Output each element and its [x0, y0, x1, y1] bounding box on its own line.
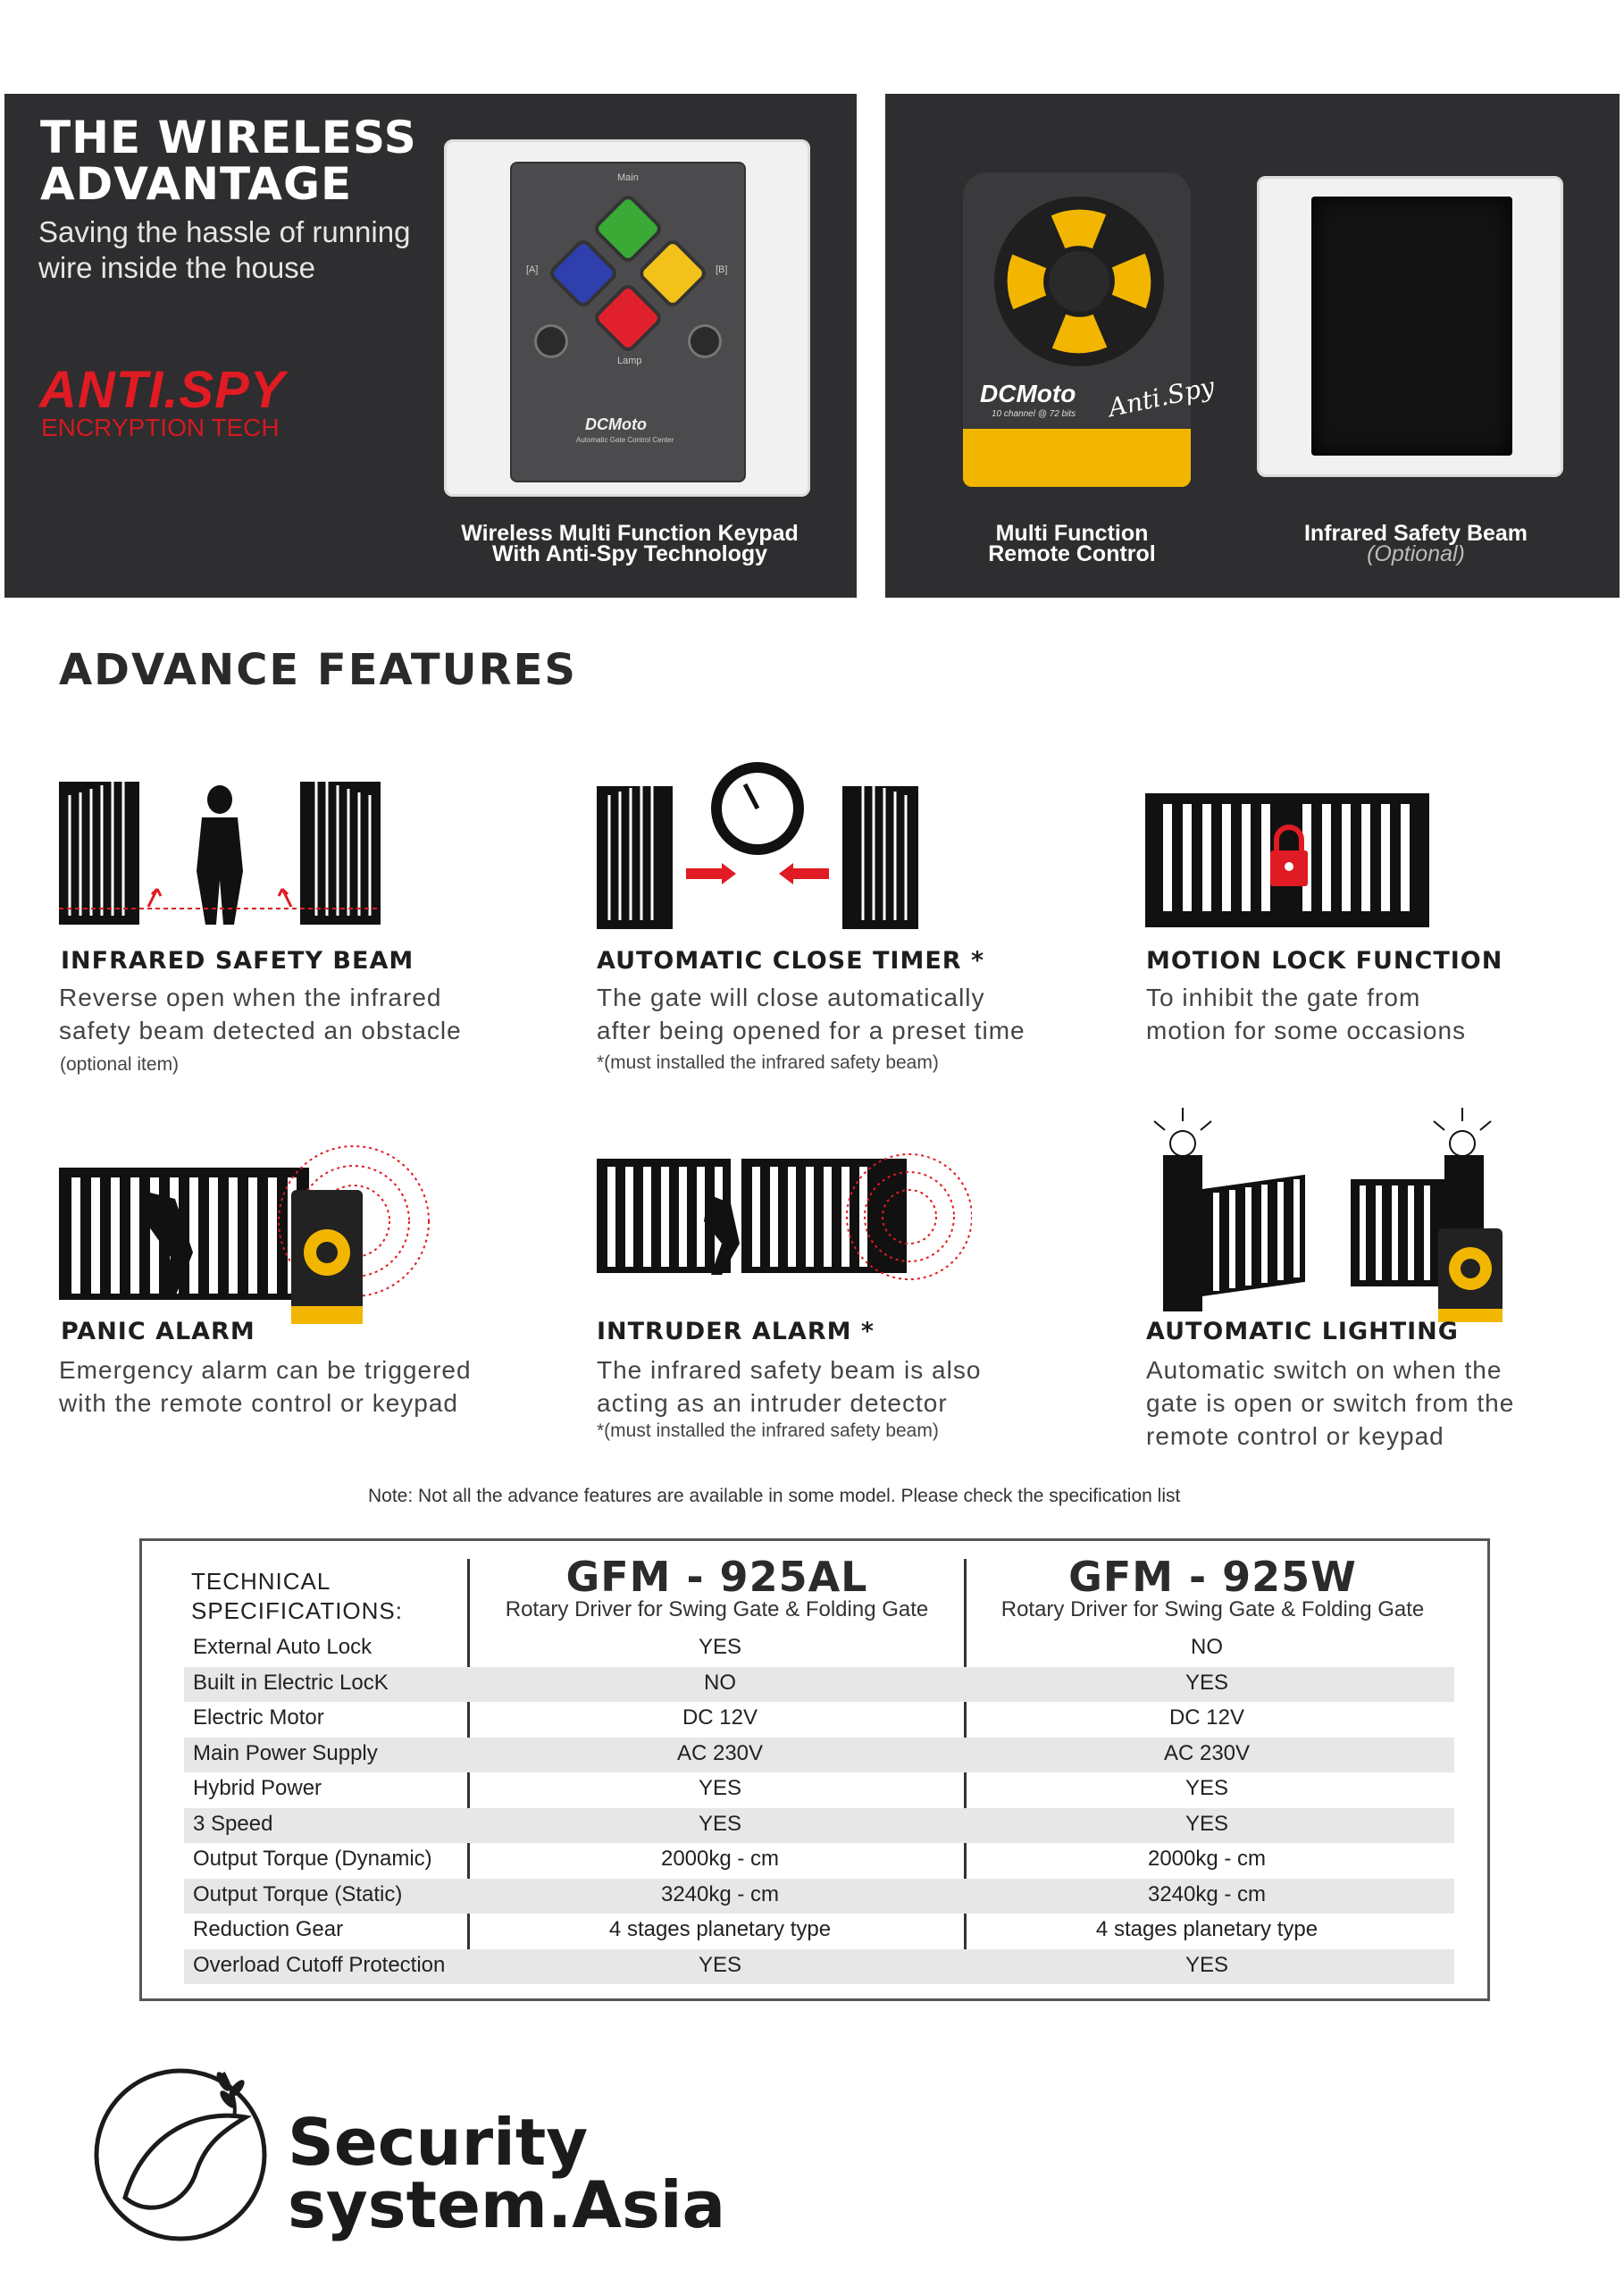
- spec-label: Hybrid Power: [193, 1776, 322, 1800]
- spec-value-925al: AC 230V: [676, 1740, 764, 1765]
- spec-label: Overload Cutoff Protection: [193, 1952, 446, 1977]
- feature-title-automatic-lighting: AUTOMATIC LIGHTING: [1146, 1318, 1459, 1345]
- feature-desc-motion-lock: [1146, 981, 1466, 1047]
- beam-caption-line1: Infrared Safety Beam: [1303, 521, 1528, 546]
- remote-brand-sub: 10 channel @ 72 bits: [992, 409, 1076, 419]
- spec-label: Output Torque (Static): [193, 1881, 403, 1906]
- feature-note-infrared-beam: (optional item): [60, 1054, 180, 1075]
- feature-title-intruder-alarm: INTRUDER ALARM *: [597, 1318, 875, 1345]
- spec-value-925w: 2000kg - cm: [1147, 1847, 1267, 1871]
- beam-caption-optional: (Optional): [1367, 541, 1465, 566]
- beam-caption: [1268, 521, 1563, 566]
- feature-desc-line: Emergency alarm can be triggered: [59, 1356, 472, 1384]
- model-sub-925al: Rotary Driver for Swing Gate & Folding Gate: [505, 1597, 929, 1621]
- feature-desc-line: with the remote control or keypad: [59, 1389, 458, 1417]
- dove-logo-icon: [89, 2055, 277, 2242]
- table-row: [184, 1949, 1454, 1984]
- feature-desc-line: acting as an intruder detector: [597, 1389, 948, 1417]
- remote-caption: [929, 521, 1215, 566]
- feature-desc-automatic-lighting: [1146, 1353, 1514, 1453]
- feature-desc-line: To inhibit the gate from: [1146, 984, 1421, 1011]
- feature-note-intruder-alarm: *(must installed the infrared safety beam): [597, 1420, 939, 1441]
- logo-line2: system.Asia: [288, 2167, 726, 2242]
- spec-label: External Auto Lock: [193, 1635, 373, 1659]
- model-name-925al: GFM - 925AL: [565, 1553, 868, 1601]
- feature-desc-line: remote control or keypad: [1146, 1422, 1444, 1450]
- feature-desc-panic-alarm: [59, 1353, 472, 1420]
- keypad-caption: [438, 521, 822, 566]
- intruder-alarm-icon: [597, 1127, 972, 1297]
- table-row: [184, 1631, 1454, 1666]
- spec-heading-line1: TECHNICAL: [191, 1568, 331, 1595]
- hero-title-line1: THE WIRELESS: [40, 112, 417, 163]
- table-row: [184, 1772, 1454, 1807]
- spec-label: Built in Electric LocK: [193, 1670, 389, 1695]
- table-row: [184, 1667, 1454, 1702]
- remote-brand: DCMoto: [980, 380, 1076, 407]
- keypad-a-label: [A]: [526, 264, 539, 275]
- antispy-logo: ANTI.SPY: [39, 361, 286, 419]
- infrared-safety-beam-icon: [59, 755, 381, 929]
- feature-desc-line: The infrared safety beam is also: [597, 1356, 982, 1384]
- red-key-icon: [597, 287, 660, 350]
- auto-close-timer-icon: [597, 759, 918, 934]
- keypad-brand-sub: Automatic Gate Control Center: [576, 436, 674, 444]
- feature-desc-line: motion for some occasions: [1146, 1017, 1467, 1044]
- spec-value-925al: YES: [698, 1635, 742, 1659]
- spec-label: Main Power Supply: [193, 1740, 378, 1765]
- spec-value-925w: NO: [1191, 1635, 1223, 1659]
- remote-antispy-script: Anti.Spy: [1105, 371, 1218, 423]
- spec-label: 3 Speed: [193, 1811, 273, 1836]
- feature-desc-auto-close-timer: [597, 981, 1025, 1047]
- left-knob-icon: [537, 327, 565, 356]
- feature-title-auto-close-timer: AUTOMATIC CLOSE TIMER *: [597, 947, 985, 975]
- table-row: [184, 1914, 1454, 1948]
- motion-lock-icon: [1145, 793, 1431, 927]
- infrared-beam-image: [1311, 197, 1512, 456]
- feature-title-infrared-beam: INFRARED SAFETY BEAM: [61, 947, 414, 975]
- spec-value-925al: YES: [698, 1952, 742, 1977]
- keypad-brand: DCMoto: [585, 415, 647, 433]
- features-title: ADVANCE FEATURES: [59, 645, 577, 695]
- yellow-key-icon: [641, 242, 705, 306]
- feature-desc-intruder-alarm: [597, 1353, 981, 1420]
- spec-value-925al: YES: [698, 1811, 742, 1836]
- feature-title-panic-alarm: PANIC ALARM: [61, 1318, 255, 1345]
- spec-value-925w: 3240kg - cm: [1147, 1881, 1267, 1906]
- antispy-tagline: ENCRYPTION TECH: [41, 414, 280, 441]
- feature-desc-line: safety beam detected an obstacle: [59, 1017, 462, 1044]
- table-row: [184, 1738, 1454, 1772]
- spec-label: Output Torque (Dynamic): [193, 1847, 432, 1871]
- spec-heading: [191, 1567, 403, 1626]
- keypad-lamp-label: Lamp: [617, 356, 642, 366]
- right-knob-icon: [691, 327, 719, 356]
- blue-key-icon: [552, 242, 615, 306]
- feature-desc-line: The gate will close automatically: [597, 984, 985, 1011]
- spec-value-925w: AC 230V: [1163, 1740, 1251, 1765]
- keypad-main-label: Main: [617, 172, 639, 183]
- keypad-caption-line2: With Anti-Spy Technology: [491, 541, 768, 566]
- model-name-925w: GFM - 925W: [1068, 1553, 1357, 1601]
- feature-desc-line: Reverse open when the infrared: [59, 984, 442, 1011]
- remote-buttons-icon: [990, 192, 1168, 371]
- panic-alarm-icon: [59, 1127, 434, 1333]
- spec-value-925w: 4 stages planetary type: [1095, 1917, 1318, 1941]
- remote-caption-line1: Multi Function: [995, 521, 1149, 546]
- keypad-caption-line1: Wireless Multi Function Keypad: [461, 521, 799, 546]
- feature-title-motion-lock: MOTION LOCK FUNCTION: [1146, 947, 1503, 975]
- table-row: [184, 1843, 1454, 1878]
- availability-note: Note: Not all the advance features are available in some model. Please check the specification list: [368, 1486, 1181, 1506]
- spec-value-925w: YES: [1185, 1776, 1229, 1800]
- spec-value-925w: YES: [1185, 1952, 1229, 1977]
- spec-value-925al: 2000kg - cm: [660, 1847, 780, 1871]
- remote-caption-line2: Remote Control: [988, 541, 1156, 566]
- spec-value-925al: 4 stages planetary type: [608, 1917, 832, 1941]
- feature-desc-line: after being opened for a preset time: [597, 1017, 1025, 1044]
- spec-value-925w: DC 12V: [1168, 1705, 1245, 1730]
- table-row: [184, 1808, 1454, 1843]
- logo-line1: Security: [288, 2105, 589, 2180]
- keypad-image: [512, 163, 744, 481]
- hero-title: [40, 112, 451, 210]
- spec-value-925al: NO: [704, 1670, 736, 1695]
- feature-desc-line: gate is open or switch from the: [1146, 1389, 1515, 1417]
- keypad-b-label: [B]: [716, 264, 728, 275]
- feature-note-auto-close-timer: *(must installed the infrared safety beam): [597, 1052, 939, 1073]
- spec-value-925al: YES: [698, 1776, 742, 1800]
- hero-subtitle: Saving the hassle of running wire inside the house: [38, 215, 411, 284]
- spec-label: Reduction Gear: [193, 1917, 344, 1941]
- table-row: [184, 1879, 1454, 1914]
- spec-value-925al: DC 12V: [682, 1705, 758, 1730]
- spec-label: Electric Motor: [193, 1705, 324, 1730]
- spec-value-925al: 3240kg - cm: [660, 1881, 780, 1906]
- table-row: [184, 1702, 1454, 1737]
- green-key-icon: [597, 197, 660, 261]
- feature-desc-line: Automatic switch on when the: [1146, 1356, 1503, 1384]
- feature-desc-infrared-beam: [59, 981, 462, 1047]
- automatic-lighting-icon: [1145, 1103, 1520, 1327]
- remote-base: [963, 429, 1191, 487]
- hero-title-line2: ADVANTAGE: [40, 158, 353, 210]
- spec-heading-line2: SPECIFICATIONS:: [191, 1597, 403, 1624]
- spec-value-925w: YES: [1185, 1670, 1229, 1695]
- spec-value-925w: YES: [1185, 1811, 1229, 1836]
- model-sub-925w: Rotary Driver for Swing Gate & Folding Gate: [1000, 1597, 1425, 1621]
